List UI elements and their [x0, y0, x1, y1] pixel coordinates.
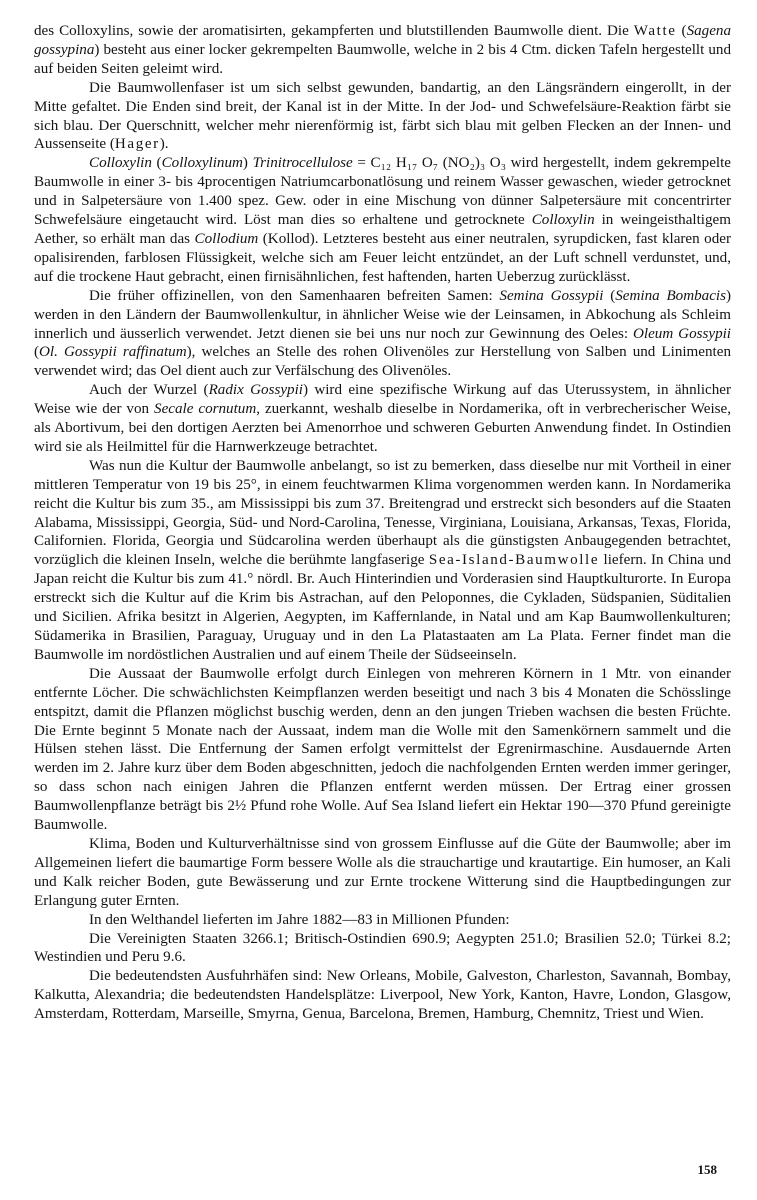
chemical-formula: = C₁₂ H₁₇ O₇ (NO₂)₃ O₃ wird hergestellt, indem gekrempelte Baumwolle in einer 3- bis 4procentigen Natriumcarbonatlösung und reinem Wasser gewaschen, wieder getrocknet und in Salpetersäure von 1.400 spez. Gew. oder in eine Mischung von dünner Salpetersäure mit concentrirter Schwefelsäure eingetaucht wird. Löst man dies so erhaltene und getrocknete: [34, 155, 731, 229]
paragraph-kultur: Was nun die Kultur der Baumwolle anbelangt, so ist zu bemerken, dass dieselbe nur mit Vortheil in einer mittleren Temperatur von 19 bis 25°, in einem feuchtwarmen Klima vorgenommen werden kann. In Nordamerika reicht die Kultur bis zum 35., am Mississippi bis zum 37. Breitengrad und erstreckt sich besonders auf die Staaten Alabama, Mississippi, Georgia, Süd- und Nord-Carolina, Tenesse, Virginiana, Louisiana, Arkansas, Texas, Florida, Californien. Florida, Georgia und Südcarolina werden überhaupt als die günstigsten Anbaugegenden betrachtet, vorzüglich die kleinen Inseln, welche die berühmte langfaserige Sea-Island-Baumwolle liefern. In China und Japan reicht die Kultur bis zum 41.° nördl. Br. Auch Hinterindien und Vorderasien sind Hauptkulturorte. In Europa erstreckt sich die Kultur auf die Krim bis Astrachan, auf den Peloponnes, die Cykladen, Südspanien, Süditalien und Sicilien. Afrika besitzt in Algerien, Aegypten, im Kaffernlande, in Natal und am Kap Baumwollenkulturen; Südamerika in Brasilien, Paraguay, Uruguay und in den La Platastaaten am La Plata. Ferner findet man die Baumwolle im nordöstlichen Australien und auf einem Theile der Südseeinseln.: [34, 457, 731, 663]
paragraph-faser: Die Baumwollenfaser ist um sich selbst gewunden, bandartig, an den Längsrändern eingerollt, in der Mitte gefaltet. Die Enden sind breit, der Kanal ist in der Mitte. In der Jod- und Schwefelsäure-Reaktion färbt sie sich blau. Der Querschnitt, welcher mehr nierenförmig ist, färbt sich blau mit gelben Flecken an der Innen- und Aussenseite (Hager).: [34, 79, 731, 153]
term-watte: Watte: [633, 23, 677, 39]
author-hager: Hager: [114, 136, 160, 153]
paragraph-aussaat: Die Aussaat der Baumwolle erfolgt durch Einlegen von mehreren Körnern in 1 Mtr. von einander entfernte Löcher. Die schwächlichsten Keimpflanzen werden beseitigt und nach 3 bis 4 Monaten die Schösslinge entspitzt, damit die Pflanzen möglichst buschig werden, denn an den jungen Trieben wachsen die besten Früchte. Die Ernte beginnt 5 Monate nach der Aussaat, indem man die Wolle mit den Samenkörnern sammelt und die Hülsen stehen lässt. Die Entfernung der Samen erfolgt vermittelst der Egrenirmaschine. Ausdauernde Arten werden im 2. Jahre kurz über dem Boden abgeschnitten, jedoch die nachfolgenden Ernten werden immer geringer, so dass schon nach einigen Jahren die Pflanzen entfernt werden müssen. Der Ertrag einer grossen Baumwollenpflanze beträgt bis 2½ Pfund rohe Wolle. Auf Sea Island liefert ein Hektar 190—370 Pfund gereinigte Baumwolle.: [34, 665, 731, 834]
paragraph-samen: Die früher offizinellen, von den Samenhaaren befreiten Samen: Semina Gossypii (Semina Bombacis) werden in den Ländern der Baumwollenkultur, in ähnlicher Weise wie der Leinsamen, in Abkochung als Schleim innerlich und äusserlich verwendet. Jetzt dienen sie bei uns nur noch zur Gewinnung des Oeles: Oleum Gossypii (Ol. Gossypii raffinatum), welches an Stelle des rohen Olivenöles zur Herstellung von Salben und Linimenten verwendet wird; das Oel dient auch zur Verfälschung des Olivenöles.: [34, 287, 732, 380]
paragraph-colloxylin: Colloxylin (Colloxylinum) Trinitrocellulose = C₁₂ H₁₇ O₇ (NO₂)₃ O₃ wird hergestellt, indem gekrempelte Baumwolle in einer 3- bis 4procentigen Natriumcarbonatlösung und reinem Wasser gewaschen, wieder getrocknet und in Salpetersäure von 1.400 spez. Gew. oder in eine Mischung von dünner Salpetersäure mit concentrirter Schwefelsäure eingetaucht wird. Löst man dies so erhaltene und getrocknete Colloxylin in weingeisthaltigem Aether, so erhält man das Collodium (Kollod). Letzteres besteht aus einer neutralen, syrupdicken, fast klaren oder opalisirenden, farblosen Flüssigkeit, welche sich am Feuer leicht entzündet, an der Luft schnell verdunstet, und, auf die trockene Haut gebracht, einen firnisähnlichen, fest haftenden, harten Ueberzug zurücklässt.: [34, 155, 731, 285]
latin-term: Sagena gossypina: [34, 23, 731, 58]
body-text: [34, 22, 731, 1024]
paragraph-watte: des Colloxylins, sowie der aromatisirten, gekampferten und blutstillenden Baumwolle dient. Die Watte (Sagena gossypina) besteht aus einer locker gekrempelten Baumwolle, welche in 2 bis 4 Ctm. dicken Tafeln hergestellt und auf beiden Seiten geleimt wird.: [34, 23, 731, 77]
paragraph-statistik: Die Vereinigten Staaten 3266.1; Britisch-Ostindien 690.9; Aegypten 251.0; Brasilien 52.0; Türkei 8.2; Westindien und Peru 9.6.: [34, 930, 731, 966]
paragraph-welthandel: In den Welthandel lieferten im Jahre 1882—83 in Millionen Pfunden:: [89, 911, 510, 928]
term-sea-island: Sea-Island-Baumwolle: [428, 552, 600, 569]
paragraph-wurzel: Auch der Wurzel (Radix Gossypii) wird eine spezifische Wirkung auf das Uterussystem, in ähnlicher Weise wie der von Secale cornutum, zuerkannt, weshalb dieselbe in Nordamerika, oft in verbrecherischer Weise, als Abortivum, bei den dortigen Aerzten bei Amenorrhoe und schweren Geburten Anwendung findet. In Ostindien wird sie als Heilmittel für die Harnwerkzeuge betrachtet.: [34, 382, 731, 455]
paragraph-haefen: Die bedeutendsten Ausfuhrhäfen sind: New Orleans, Mobile, Galveston, Charleston, Savannah, Bombay, Kalkutta, Alexandria; die bedeutendsten Handelsplätze: Liverpool, New York, Kanton, Havre, London, Glasgow, Amsterdam, Rotterdam, Marseille, Smyrna, Genua, Barcelona, Bremen, Hamburg, Chemnitz, Triest und Wien.: [34, 968, 731, 1023]
page-number: 158: [697, 1162, 717, 1177]
paragraph-klima: Klima, Boden und Kulturverhältnisse sind von grossem Einflusse auf die Güte der Baumwolle; aber im Allgemeinen liefert die baumartige Form bessere Wolle als die strauchartige und krautartige. Ein humoser, an Kali und Kalk reicher Boden, gute Bewässerung und zur Ernte trockene Witterung sind die Hauptbedingungen zur Erlangung guter Ernten.: [34, 835, 731, 909]
